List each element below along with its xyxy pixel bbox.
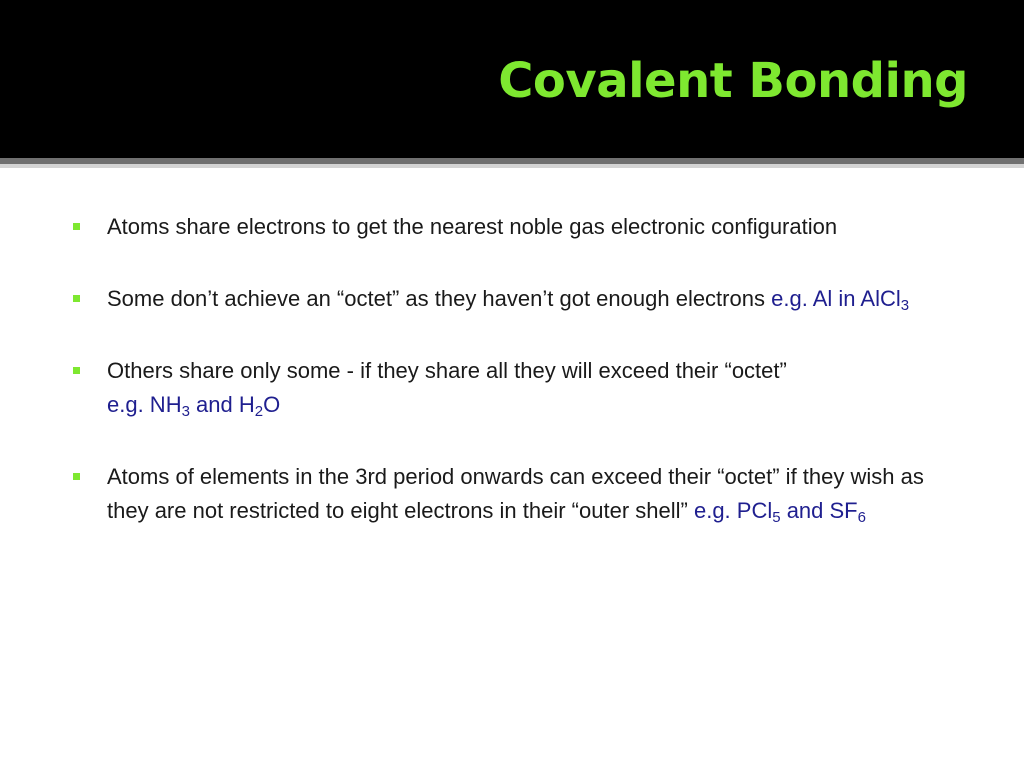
bullet-text: Atoms share electrons to get the nearest noble gas electronic configuration [107,214,838,239]
example-text: and SF [780,498,858,523]
bullet-item [71,282,971,316]
bullet-example [107,392,281,420]
bullet-item [71,354,971,422]
example-text: e.g. NH [107,392,182,417]
bullet-list [71,210,971,566]
bullet-text: Others share only some - if they share all they will exceed their “octet” [107,358,787,383]
square-bullet-icon [73,367,80,374]
example-subscript: 5 [772,509,781,526]
bullet-example [693,498,866,526]
example-text: O [263,392,281,417]
example-subscript: 3 [181,403,190,420]
example-subscript: 2 [254,403,264,420]
square-bullet-icon [73,223,80,230]
bullet-text: Some don’t achieve an “octet” as they haven’t got enough electrons [107,286,765,311]
slide-title: Covalent Bonding [498,53,968,109]
bullet-item [71,210,971,244]
square-bullet-icon [73,295,80,302]
example-text: e.g. Al in AlCl [771,286,901,311]
square-bullet-icon [73,473,80,480]
bullet-item [71,460,971,528]
example-subscript: 6 [857,509,866,526]
bullet-example [771,286,910,314]
title-divider-shadow [0,164,1024,168]
title-band [0,0,1024,158]
bullet-text: Atoms of elements in the 3rd period onwards can exceed their “octet” if they wish as they are not restricted to eight electrons in their “outer shell” [107,464,924,523]
example-subscript: 3 [900,297,910,314]
example-text: e.g. PCl [693,498,773,523]
example-text: and H [189,392,255,417]
